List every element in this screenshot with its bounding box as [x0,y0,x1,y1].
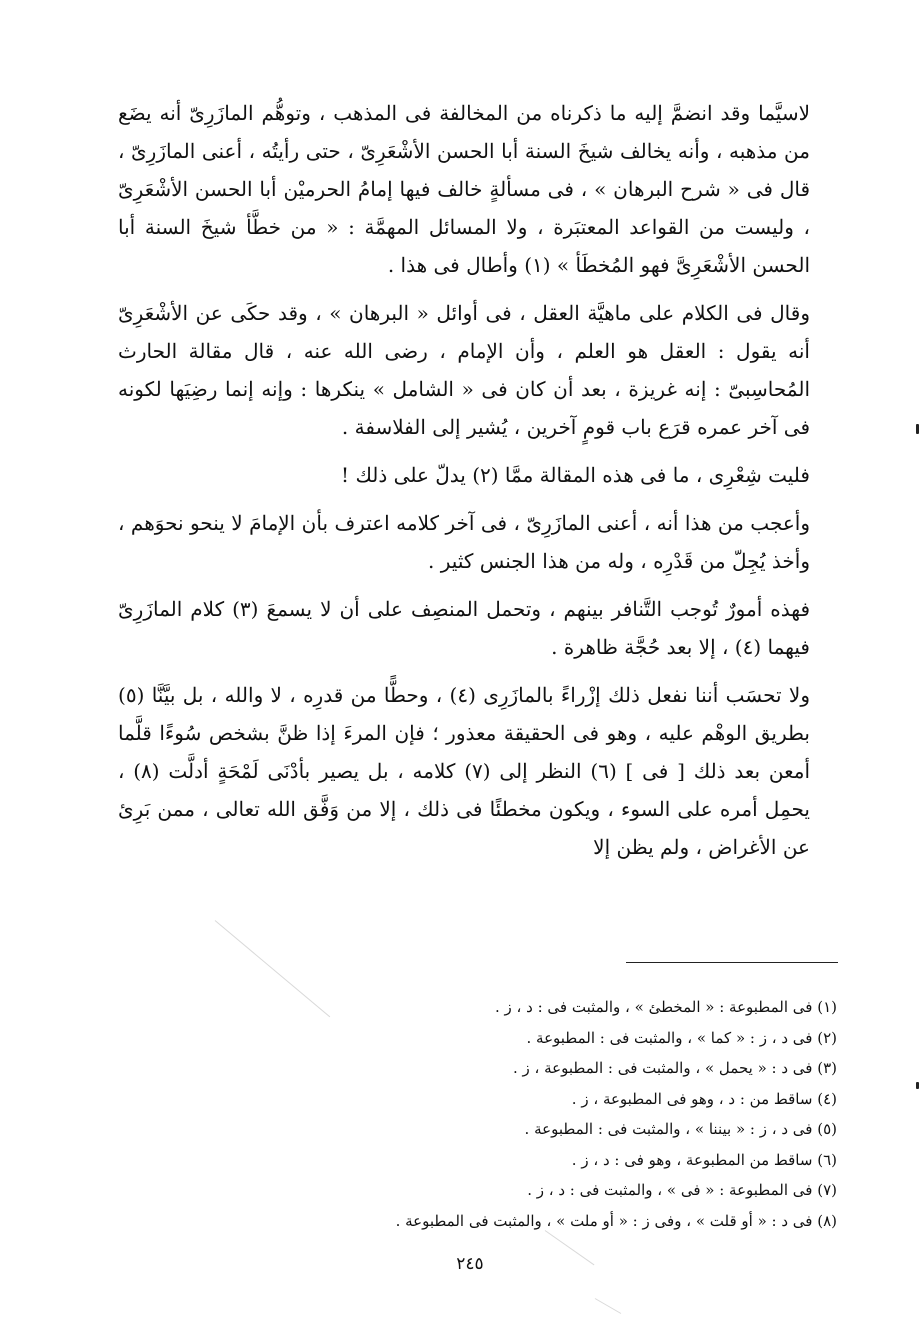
footnote-6: (٦) ساقط من المطبوعة ، وهو فى : د ، ز . [571,1150,837,1169]
paragraph-2: وقال فى الكلام على ماهيَّة العقل ، فى أوائل « البرهان » ، وقد حكَى عن الأشْعَرِىّ أنه يقول : العقل هو العلم ، وأن الإمام ، رضى الله عنه ، قال مقالة الحارث المُحاسِبىّ : إنه غريزة ، بعد أن كان فى « الشامل » ينكرها : وإنه إنما رضِيَها لكونه فى آخر عمره قرَع باب قومٍ آخرين ، يُشير إلى الفلاسفة . [118,301,810,439]
footnote-divider [626,962,838,963]
margin-mark [916,1082,919,1089]
footnotes [300,992,837,1236]
footnote-1: (١) فى المطبوعة : « المخطئ » ، والمثبت فى : د ، ز . [494,998,837,1016]
scan-streak [595,1298,621,1314]
footnote-2: (٢) فى د ، ز : « كما » ، والمثبت فى : المطبوعة . [526,1028,837,1047]
paragraph-5: فهذه أمورٌ تُوجب التَّنافر بينهم ، وتحمل المنصِف على أن لا يسمعَ (٣) كلام المازَرِىّ فيهما (٤) ، إلا بعد حُجَّة ظاهرة . [118,597,811,659]
footnote-7: (٧) فى المطبوعة : « فى » ، والمثبت فى : د ، ز . [527,1181,837,1199]
page-number: ٢٤٥ [456,1254,484,1274]
footnote-4: (٤) ساقط من : د ، وهو فى المطبوعة ، ز . [571,1089,837,1108]
margin-mark [916,424,919,434]
paragraph-3: فليت شِعْرِى ، ما فى هذه المقالة ممَّا (٢) يدلّ على ذلك ! [341,463,810,487]
paragraph-4: وأعجب من هذا أنه ، أعنى المازَرِىّ ، فى آخر كلامه اعترف بأن الإمامَ لا ينحو نحوَهم ، وأخذ يُجِلّ من قَدْرِه ، وله من هذا الجنس كثير . [118,511,810,573]
footnote-5: (٥) فى د ، ز : « بيننا » ، والمثبت فى : المطبوعة . [524,1120,837,1138]
scan-streak [215,920,331,1017]
paragraph-1: لاسيَّما وقد انضمَّ إليه ما ذكرناه من المخالفة فى المذهب ، وتوهُّم المازَرِىّ أنه يضَع من مذهبه ، وأنه يخالف شيخَ السنة أبا الحسن الأشْعَرِىّ ، حتى رأيتُه ، أعنى المازَرِىّ ، قال فى « شرح البرهان » ، فى مسألةٍ خالف فيها إمامُ الحرميْن أبا الحسن الأشْعَرِىّ ، وليست من القواعد المعتبَرة ، ولا المسائل المهمَّة : « من خطَّأ شيخَ السنة أبا الحسن الأشْعَرِىَّ فهو المُخطَأ » (١) وأطال فى هذا . [118,101,811,277]
footnote-8: (٨) فى د : « أو قلت » ، وفى ز : « أو ملت » ، والمثبت فى المطبوعة . [395,1211,837,1230]
footnote-3: (٣) فى د : « يحمل » ، والمثبت فى : المطبوعة ، ز . [512,1059,837,1077]
paragraph-6: ولا تحسَب أننا نفعل ذلك إزْراءً بالمازَرِى (٤) ، وحطًّا من قدرِه ، لا والله ، بل بيَّنَّا (٥) بطريق الوهْم عليه ، وهو فى الحقيقة معذور ؛ فإن المرءَ إذا ظنَّ بشخص سُوءًا قلَّما أمعن بعد ذلك [ فى ] (٦) النظر إلى (٧) كلامه ، بل يصير بأدْنَى لَمْحَةٍ أدلَّت (٨) ، يحمِل أمره على السوء ، ويكون مخطئًا فى ذلك ، إلا من وَفَّق الله تعالى ، ممن بَرِئ عن الأغراض ، ولم يظن إلا [118,683,810,859]
main-text [118,94,810,876]
